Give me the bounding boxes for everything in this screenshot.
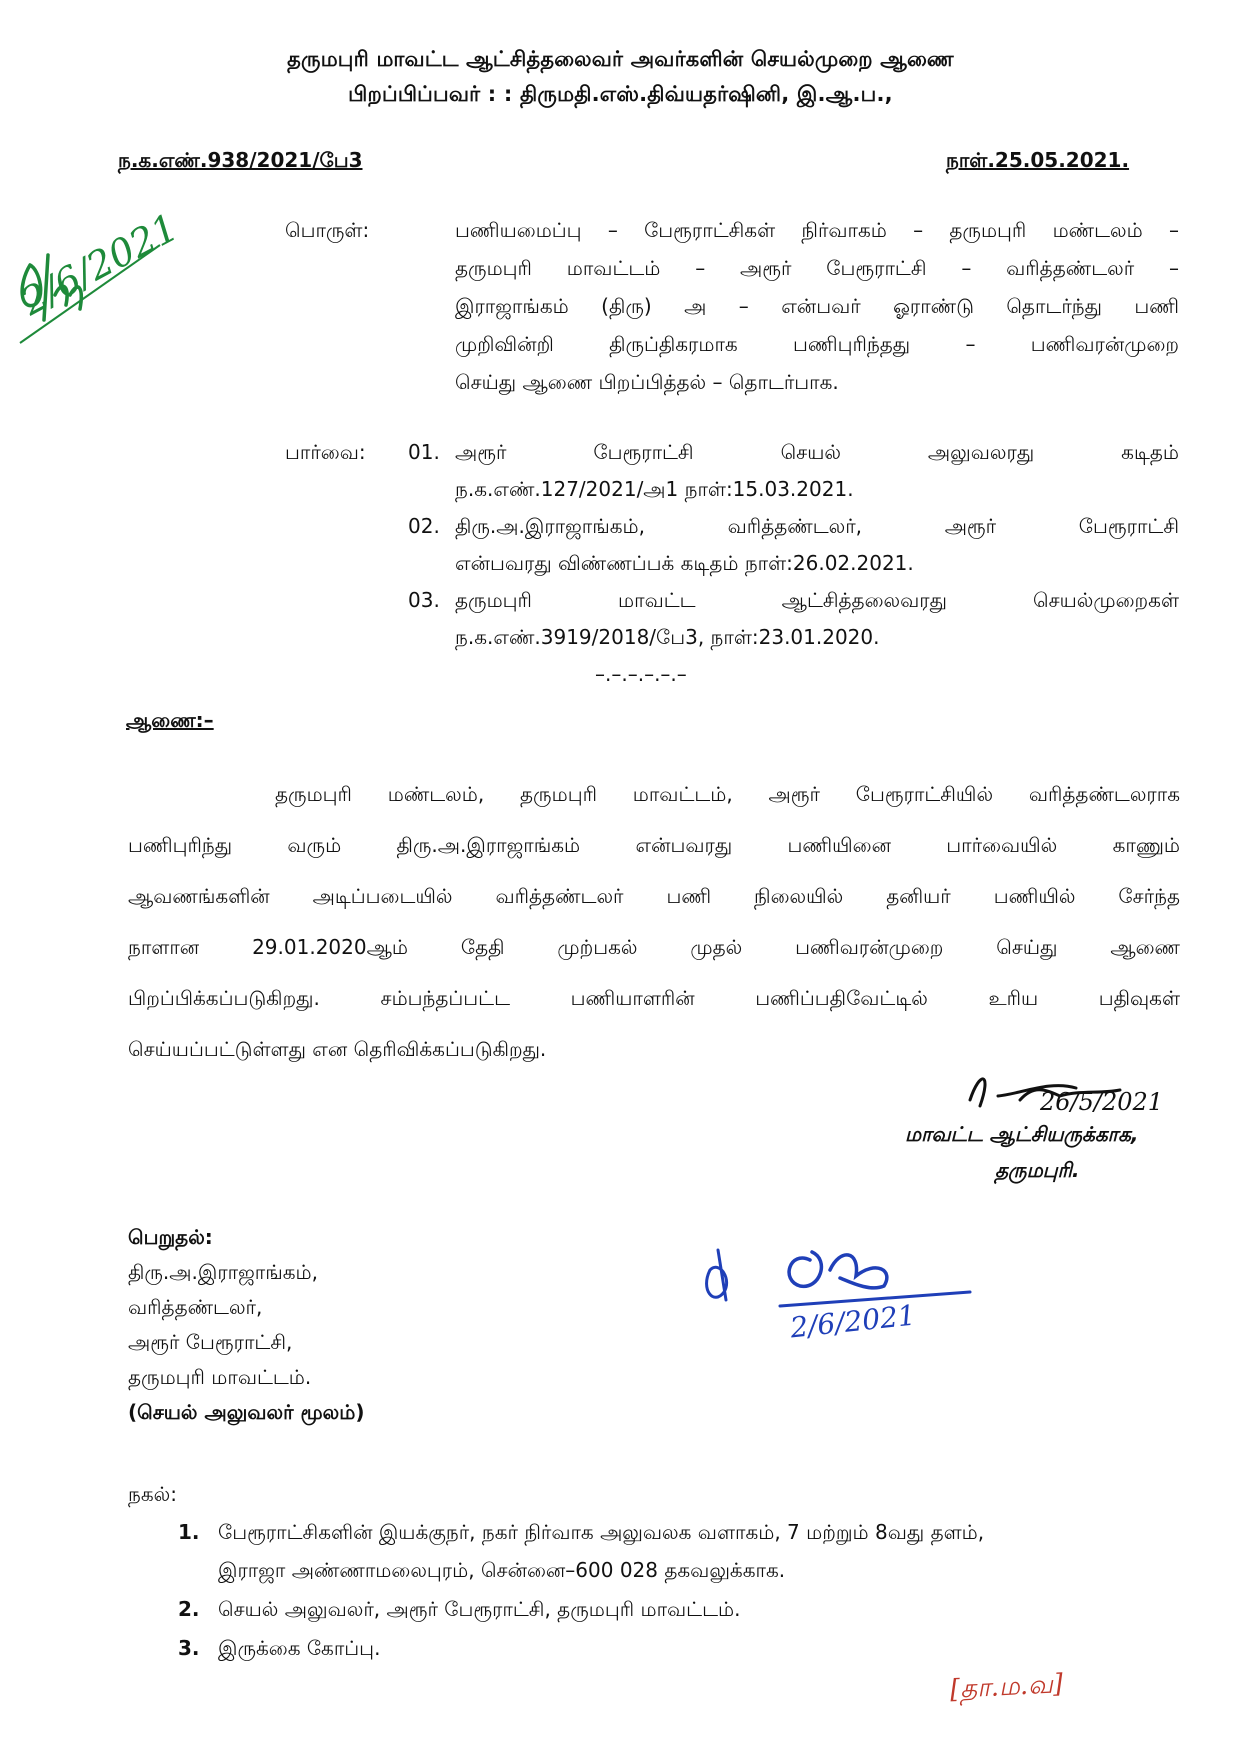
margin-handwritten-date: 2/6/2021 (14, 204, 186, 324)
recipient-line: திரு.அ.இராஜாங்கம், (128, 1260, 318, 1284)
subject-line: இராஜாங்கம் (திரு) அ – என்பவர் ஓராண்டு தொடர்ந்து பணி (455, 294, 1179, 318)
endorsement-signature (680, 1230, 1000, 1360)
subject-label: பொருள்: (285, 218, 370, 242)
footer-initials: [தா.ம.வ] (949, 1669, 1064, 1705)
document-title: தருமபுரி மாவட்ட ஆட்சித்தலைவர் அவர்களின் செயல்முறை ஆணை (287, 47, 954, 71)
reference-item-number: 01. (408, 440, 440, 464)
copy-item-number: 1. (178, 1520, 200, 1544)
reference-item-text: தருமபுரி மாவட்ட ஆட்சித்தலைவரது செயல்முறைகள் (455, 588, 1179, 612)
order-body-line: தருமபுரி மண்டலம், தருமபுரி மாவட்டம், அரூர் பேரூராட்சியில் வரித்தண்டலராக (275, 782, 1180, 806)
order-body-line: நாளான 29.01.2020ஆம் தேதி முற்பகல் முதல் பணிவரன்முறை செய்து ஆணை (128, 935, 1180, 959)
subject-line: செய்து ஆணை பிறப்பித்தல் – தொடர்பாக. (455, 370, 839, 394)
copy-item-number: 2. (178, 1597, 200, 1621)
reference-item-number: 03. (408, 588, 440, 612)
copy-heading: நகல்: (128, 1482, 177, 1506)
reference-number: ந.க.எண்.938/2021/பே3 (118, 148, 363, 172)
order-body-line: ஆவணங்களின் அடிப்படையில் வரித்தண்டலர் பணி நிலையில் தனியர் பணியில் சேர்ந்த (128, 884, 1180, 908)
subject-line: பணியமைப்பு – பேரூராட்சிகள் நிர்வாகம் – தருமபுரி மண்டலம் – (455, 218, 1179, 242)
copy-item-text: செயல் அலுவலர், அரூர் பேரூராட்சி, தருமபுரி மாவட்டம். (218, 1597, 741, 1621)
order-body-line: பிறப்பிக்கப்படுகிறது. சம்பந்தப்பட்ட பணியாளரின் பணிப்பதிவேட்டில் உரிய பதிவுகள் (128, 986, 1180, 1010)
reference-item-number: 02. (408, 514, 440, 538)
order-body-line: செய்யப்பட்டுள்ளது என தெரிவிக்கப்படுகிறது. (128, 1037, 547, 1061)
recipient-line: தருமபுரி மாவட்டம். (128, 1365, 312, 1389)
copy-item-text: இருக்கை கோப்பு. (218, 1636, 381, 1660)
signature-handwritten-date: 26/5/2021 (1040, 1088, 1164, 1116)
endorsement-handwritten-date: 2/6/2021 (788, 1298, 918, 1345)
copy-item-text: இராஜா அண்ணாமலைபுரம், சென்னை–600 028 தகவலுக்காக. (218, 1558, 786, 1582)
subject-line: தருமபுரி மாவட்டம் – அரூர் பேரூராட்சி – வரித்தண்டலர் – (455, 256, 1179, 280)
recipient-line: வரித்தண்டலர், (128, 1295, 263, 1319)
copy-item-text: பேரூராட்சிகளின் இயக்குநர், நகர் நிர்வாக அலுவலக வளாகம், 7 மற்றும் 8வது தளம், (218, 1520, 985, 1544)
recipient-heading: பெறுதல்: (128, 1225, 213, 1249)
reference-item-text: அரூர் பேரூராட்சி செயல் அலுவலரது கடிதம் (455, 440, 1179, 464)
reference-item-text: என்பவரது விண்ணப்பக் கடிதம் நாள்:26.02.2021. (455, 551, 914, 575)
reference-item-text: திரு.அ.இராஜாங்கம், வரித்தண்டலர், அரூர் பேரூராட்சி (455, 514, 1179, 538)
recipient-line: அரூர் பேரூராட்சி, (128, 1330, 293, 1354)
reference-item-text: ந.க.எண்.3919/2018/பே3, நாள்:23.01.2020. (455, 625, 880, 649)
copy-item-number: 3. (178, 1636, 200, 1660)
order-body-line: பணிபுரிந்து வரும் திரு.அ.இராஜாங்கம் என்பவரது பணியினை பார்வையில் காணும் (128, 833, 1180, 857)
order-date: நாள்.25.05.2021. (946, 148, 1130, 172)
subject-line: முறிவின்றி திருப்திகரமாக பணிபுரிந்தது – பணிவரன்முறை (455, 332, 1179, 356)
issuer-line: பிறப்பிப்பவர் : : திருமதி.எஸ்.திவ்யதர்ஷினி, இ.ஆ.ப., (348, 82, 893, 106)
references-label: பார்வை: (285, 440, 366, 464)
signatory-designation: மாவட்ட ஆட்சியருக்காக, (905, 1122, 1139, 1146)
reference-separator: –.–.–.–.–.– (595, 662, 687, 686)
order-heading: ஆணை:– (126, 708, 214, 732)
recipient-via: (செயல் அலுவலர் மூலம்) (128, 1400, 365, 1424)
reference-item-text: ந.க.எண்.127/2021/அ1 நாள்:15.03.2021. (455, 477, 854, 501)
signatory-place: தருமபுரி. (995, 1158, 1080, 1182)
